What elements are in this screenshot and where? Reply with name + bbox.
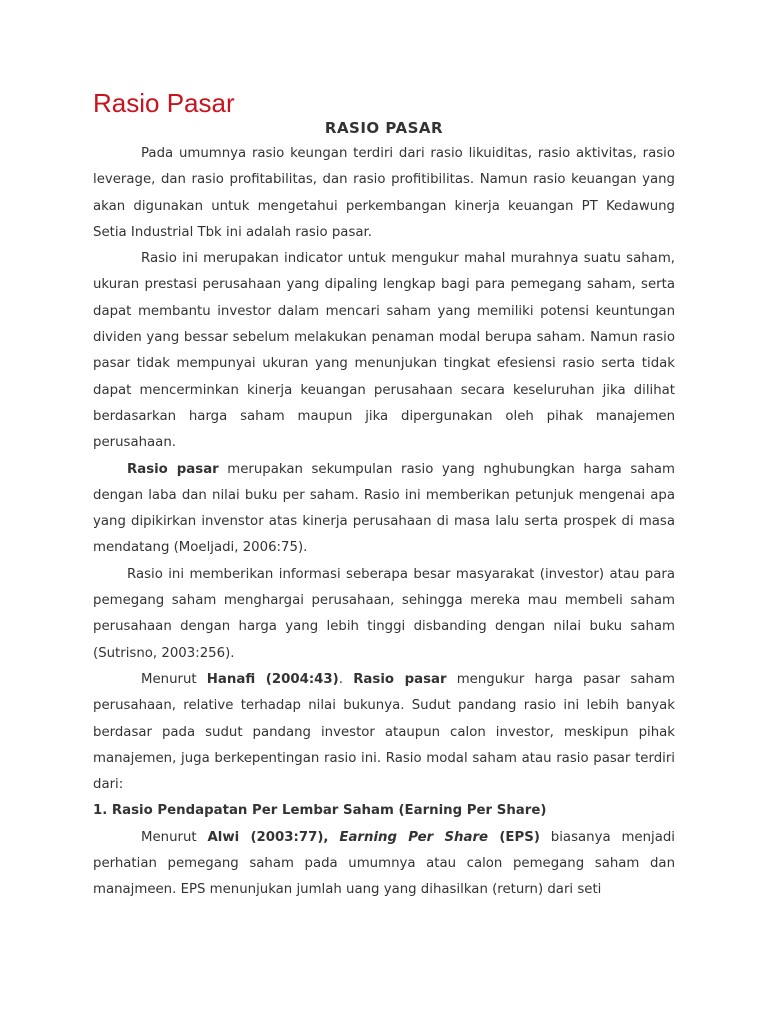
section-heading: RASIO PASAR <box>324 119 444 137</box>
citation: Alwi (2003:77), <box>207 829 329 845</box>
bold-term: Rasio pasar <box>127 461 219 477</box>
paragraph-1: Pada umumnya rasio keungan terdiri dari rasio likuiditas, rasio aktivitas, rasio leverage, dan rasio profitabilitas, dan rasio profitibilitas. Namun rasio keuangan yang akan digunakan untuk mengetahui perkembangan kinerja keuangan PT Kedawung Setia Industrial Tbk ini adalah rasio pasar. <box>93 146 675 240</box>
paragraph-2: Rasio ini merupakan indicator untuk mengukur mahal murahnya suatu saham, ukuran prestasi perusahaan yang dipaling lengkap bagi para pemegang saham, serta dapat membantu investor dalam mencari saham yang memiliki potensi keuntungan dividen yang bessar sebelum melakukan penaman modal berupa saham. Namun rasio pasar tidak mempunyai ukuran yang menunjukan tingkat efesiensi rasio serta tidak dapat mencerminkan kinerja keuangan perusahaan secara keseluruhan jika dilihat berdasarkan harga saham maupun jika dipergunakan oleh pihak manajemen perusahaan. <box>93 251 675 451</box>
paragraph-5 <box>93 667 675 798</box>
paragraph-6-text: biasanya menjadi perhatian pemegang saham pada umumnya atau calon pemegang saham dan manajmeen. EPS menunjukan jumlah uang yang dihasilkan (return) dari seti <box>93 829 675 898</box>
paragraph-6 <box>93 825 675 904</box>
list-heading: 1. Rasio Pendapatan Per Lembar Saham (Earning Per Share) <box>93 803 547 819</box>
abbreviation: (EPS) <box>488 829 540 845</box>
paragraph-3 <box>93 457 675 562</box>
space <box>328 830 339 845</box>
paragraph-6-lead: Menurut <box>141 829 208 845</box>
bold-term: Rasio pasar <box>353 671 447 687</box>
paragraph-5-lead: Menurut <box>141 671 207 687</box>
paragraph-5-text: mengukur harga pasar saham perusahaan, relative terhadap nilai bukunya. Sudut pandang rasio ini lebih banyak berdasar pada sudut pandang investor ataupun calon investor, meskipun pihak manajemen, juga berkepentingan rasio ini. Rasio modal saham atau rasio pasar terdiri dari: <box>93 671 675 793</box>
separator: . <box>338 671 354 687</box>
citation: Hanafi (2004:43) <box>206 671 339 687</box>
document-page <box>93 86 675 904</box>
paragraph-3-text: merupakan sekumpulan rasio yang nghubungkan harga saham dengan laba dan nilai buku per saham. Rasio ini memberikan petunjuk mengenai apa yang dipikirkan invenstor atas kinerja perusahaan di masa lalu serta prospek di masa mendatang (Moeljadi, 2006:75). <box>93 461 675 556</box>
document-title: Rasio Pasar <box>93 88 235 118</box>
bold-italic-term: Earning Per Share <box>339 829 489 845</box>
paragraph-4: Rasio ini memberikan informasi seberapa besar masyarakat (investor) atau para pemegang saham menghargai perusahaan, sehingga mereka mau membeli saham perusahaan dengan harga yang lebih tinggi disbanding dengan nilai buku saham (Sutrisno, 2003:256). <box>93 566 675 661</box>
